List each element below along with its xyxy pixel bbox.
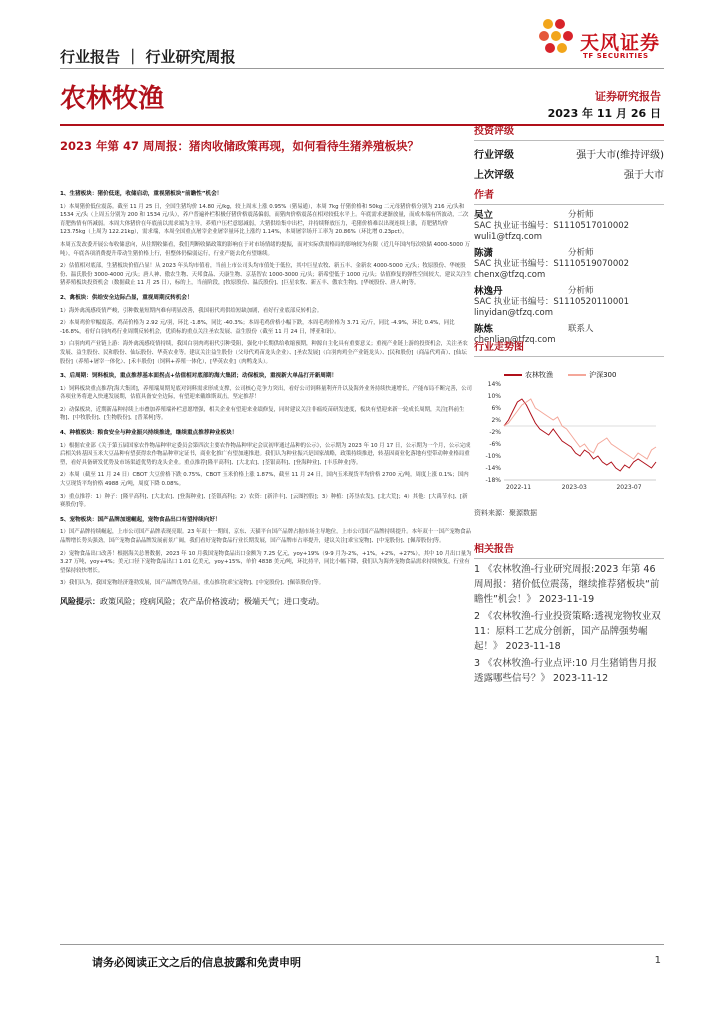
body-paragraph: 3）白羽肉鸡产业链上游：海外禽流感疫情持续，我国白羽肉鸡祖代引种受阻，强化中长期供给收缩预期，种源自主化具有重要意义；重视产业链上游的投资机会，关注圣农发展、益生股份、民和股份、仙坛股份、华英农业等。建议关注益生股份（父母代鸡苗龙头企业）、[圣农发展]（白羽肉鸡全产业链龙头）、[民和股份]（商品代鸡苗）、[仙坛股份]（养殖+屠宰一体化）、[禾丰股份]（饲料+养殖一体化），[华英农业]（肉鸭龙头）。 [60, 341, 468, 365]
risk-label: 风险提示： [60, 596, 100, 606]
chart-legend [474, 361, 664, 380]
body-paragraph: 3）我们认为，我国宠物经济蓬勃发展，国产品牌优势凸显，重点推荐[乖宝宠物]、[中宠股份]、[佩蒂股份]等。 [60, 580, 325, 587]
body-paragraph: 1）海外禽流感疫情严峻，引种数量短期内难有明显改善，我国祖代鸡供给短缺加剧，看好行业底部反转机会。 [60, 307, 323, 314]
authors-section [474, 186, 664, 346]
related-report-link[interactable]: 3 《农林牧渔-行业点评:10 月生猪销售月报透露哪些信号？》 2023-11-12 [474, 658, 657, 684]
sector-title: 农林牧渔 [60, 84, 165, 114]
body-paragraph: 2）宠物食品出口改善！根据海关总署数据，2023 年 10 月我国宠物食品出口金额为 7.25 亿元，yoy+19%（9-9 月为-2%，+1%，+2%，+27%），其中 10 月出口量为 3.27 万吨，yoy+4%；美元口径下宠物食品出口 1.01 亿美元，yoy+15%，单价 4838 美元/吨，环比持平，同比小幅下降，我们认为海外宠物食品需求持续恢复，行业有望保持较快增长。 [60, 550, 472, 574]
author-name: 陈潇 [474, 248, 494, 259]
y-tick-label: -2% [489, 429, 501, 436]
author-name: 林逸丹 [474, 286, 503, 297]
body-paragraph: 2）本周（截至 11 月 24 日）CBOT 大豆价格下跌 0.75%，CBOT 玉米价格上涨 1.87%，截至 11 月 24 日，国内玉米现货平均价格 2700 元/吨，周度上涨 0.1%；国内大豆现货平均价格 4988 元/吨，周度下降 0.08%。 [60, 472, 469, 488]
author-email[interactable]: chenlian@tfzq.com [474, 335, 556, 345]
risk-disclosure [60, 596, 472, 608]
author-license: SAC 执业证书编号：S1110519070002 [474, 259, 630, 269]
page-number: 1 [654, 955, 661, 966]
authors-heading: 作者 [474, 186, 664, 205]
footer-divider [60, 944, 664, 945]
rating-value: 强于大市(维持评级) [576, 150, 664, 161]
related-heading: 相关报告 [474, 540, 664, 559]
series-line-0 [504, 399, 656, 471]
report-type: 证券研究报告 [595, 90, 661, 103]
related-report-link[interactable]: 2 《农林牧渔-行业投资策略:透视宠物牧业双 11：原料工艺成分创新，国产品牌强势崛起！》 2023-11-18 [474, 611, 661, 652]
author-card [474, 210, 664, 243]
section-heading: 2、禽板块：供给安全边际凸显，重视周期反转机会！ [60, 294, 193, 301]
y-tick-label: -14% [485, 465, 501, 472]
author-license: SAC 执业证书编号：S1110517010002 [474, 221, 630, 231]
legend-swatch [504, 374, 522, 376]
body-paragraph: 3）重点推荐：1）种子：[隆平高科]、[大北农]、[登海种业]、[荃银高科]；2）农资：[新洋丰]、[云图控股]；3）种植：[苏垦农发]、[北大荒]；4）其他：[大禹节水]、[新赛股份]等。 [60, 493, 468, 509]
y-tick-label: 10% [487, 393, 501, 400]
author-role: 分析师 [568, 248, 594, 258]
section-heading: 3、后周期：饲料板块，重点推荐基本面拐点+估值相对底部的海大集团；动保板块，重视新大单品打开新周期！ [60, 373, 338, 380]
y-tick-label: -18% [485, 477, 501, 484]
rating-section [474, 122, 664, 181]
legend-swatch [568, 374, 586, 376]
x-tick-label: 2023-03 [561, 484, 587, 491]
y-tick-label: 2% [491, 417, 501, 424]
y-tick-label: 6% [491, 405, 501, 412]
legend-item-0 [504, 370, 553, 380]
y-tick-label: 14% [487, 381, 501, 388]
body-paragraph: 1）国产品牌持续崛起，上市公司国产品牌表现亮眼。23 年双十一期间，京东、天猫平台国产品牌占据市场主导地位，上市公司国产品牌持续提升。本年双十一国产宠物食品品牌增长势头强劲，国产宠物食品品牌发展前景广阔，我们看好宠物食品行业长期发展，国产品牌市占率提升，建议关注[乖宝宠物]、[中宠股份]、[佩蒂股份]等。 [60, 529, 471, 544]
author-role: 分析师 [568, 286, 594, 296]
rating-value: 强于大市 [624, 170, 664, 181]
legend-label: 沪深300 [589, 371, 617, 379]
chart-source: 资料来源：聚源数据 [474, 509, 537, 517]
author-email[interactable]: linyidan@tfzq.com [474, 308, 554, 318]
rating-key: 行业评级 [474, 150, 514, 161]
author-role: 分析师 [568, 210, 594, 220]
tf-logo-icon [536, 16, 576, 64]
trend-chart [474, 380, 664, 500]
body-paragraph: 1）本周猪价低位震荡。截至 11 月 25 日，全国生猪均价 14.80 元/kg，较上周末上涨 0.95%（猪易通），本周 7kg 仔猪价格和 50kg 二元母猪价格分别为 216 元/头和 1534 元/头（上周五分别为 200 和 1534 元/头），养户普遍补栏积极仔猪价格震荡偏弱，而猪肉价格震荡在相对较低水平上。年底需求逐渐放量，而成本端有所波动，二次育肥热情有所减弱。本周大体猪价在年底前以需求端为主导，养殖户压栏意愿减弱，大猪供给集中出栏，并持续释放压力，毛猪价格难以出现连续上涨，育肥猪均价 123.75kg（上周为 122.21kg），需求端，本周全国重点屠宰企业屠宰量环比上涨约 1.14%，本周屠宰场开工率为 20.86%（环比增 0.23pct）。 [60, 203, 469, 236]
report-title: 2023 年第 47 周周报：猪肉收储政策再现，如何看待生猪养殖板块？ [60, 139, 420, 153]
author-name: 吴立 [474, 210, 494, 221]
y-tick-label: -10% [485, 453, 501, 460]
legend-label: 农林牧渔 [525, 371, 553, 379]
section-heading: 4、种植板块：粮食安全与种业振兴持续推进，继续重点推荐种业板块！ [60, 430, 238, 437]
rating-heading: 投资评级 [474, 122, 664, 141]
author-email[interactable]: chenx@tfzq.com [474, 270, 546, 280]
author-card [474, 248, 664, 281]
trend-section [474, 338, 664, 518]
section-heading: 5、宠物板块：国产品牌加速崛起，宠物食品出口有望持续向好！ [60, 516, 221, 523]
body-paragraph: 1）饲料板块重点推荐[海大集团]，养殖端周期见底对饲料需求形成支撑，公司核心竞争力突出，看好公司饲料量利齐升以及海外业务持续快速增长，产能布局不断完善，公司各项业务将进入快速发展期，估值具备安全边际，有望迎来戴维斯双击，坚定推荐！ [60, 385, 472, 401]
report-date: 2023 年 11 月 26 日 [547, 107, 661, 120]
logo-text: 天风证券 [580, 32, 661, 54]
author-license: SAC 执业证书编号：S1110520110001 [474, 297, 630, 307]
main-body [60, 184, 472, 608]
header-divider [60, 68, 664, 69]
author-role: 联系人 [568, 324, 594, 334]
legend-item-1 [568, 370, 616, 380]
disclaimer-link[interactable]: 请务必阅读正文之后的信息披露和免责申明 [92, 956, 301, 969]
body-paragraph: 2）估值相对底部，生猪板块价值凸显！从 2023 年头均市值看，当前上市公司头均市值处于低位，其中巨星农牧、新五丰、金新农 4000-5000 元/头；牧原股份、华统股份、温氏股份 3000-4000 元/头；唐人神、傲农生物、天邦食品、天康生物、京基智农 1000-3000 元/头；新希望低于 1000 元/头；估值修复的弹性空间较大，建议关注生猪养殖板块投资机会（数据截止 11 月 25 日），标的上，当前阶段，[牧原股份、温氏股份]、[巨星农牧、新五丰、傲农生物]、[华统股份、唐人神]等。 [60, 263, 472, 287]
author-name: 陈炼 [474, 324, 494, 335]
x-tick-label: 2022-11 [506, 484, 532, 491]
y-tick-label: -6% [489, 441, 501, 448]
related-report-link[interactable]: 1 《农林牧渔-行业研究周报:2023 年第 46 周周报：猪价低位震荡，继续推荐猪板块“前瞻性”机会！》 2023-11-19 [474, 564, 660, 605]
related-section [474, 540, 664, 688]
body-paragraph: 本周五发改委开展公布收储意向，从往期收储看，我们判断收储政策的影响在于对市场情绪的提振，而对实际供需格局的影响较为有限（近几年国内每次收储 4000-5000 万吨），年底各项消费提升带动生猪价格上行，但整体仍偏弱运行，行业产能去化有望继续。 [60, 241, 471, 257]
author-email[interactable]: wuli1@tfzq.com [474, 232, 543, 242]
logo-text-en: TF SECURITIES [583, 52, 649, 60]
author-card [474, 286, 664, 319]
rating-row [474, 146, 664, 161]
rating-key: 上次评级 [474, 170, 514, 181]
body-paragraph: 1）根据农业部《关于第五届国家农作物品种审定委员会第四次主要农作物品种审定会议初审通过品种的公示》，公示期为 2023 年 10 月 17 日，公示期为一个月，公示完成后相关转基因玉米大豆品种有望获得农作物品种审定证书，商业化推广有望加速推进。我们认为种业振兴是国家战略，政策持续推进，转基因商业化落地有望带动种业格局重塑，看好具备研发优势及市场渠道优势的龙头企业。重点推荐[隆平高科]、[大北农]、[荃银高科]、[登海种业]、[丰乐种业]等。 [60, 442, 471, 466]
section-heading: 1、生猪板块：猪价低迷，收储启动，重视猪板块“前瞻性”机会！ [60, 191, 223, 197]
x-tick-label: 2023-07 [616, 484, 642, 491]
trend-heading: 行业走势图 [474, 338, 664, 357]
rating-row [474, 166, 664, 181]
risk-text: 政策风险；疫病风险；农产品价格波动；极端天气；进口变动。 [100, 596, 324, 606]
body-paragraph: 2）动保板块，近期新品种持续上市叠加养殖端补栏意愿增强，相关企业有望迎来业绩修复，同时建议关注非瘟疫苗研发进度，板块有望迎来新一轮成长周期，关注[科前生物]、[中牧股份]、[生物股份]、[普莱柯]等。 [60, 406, 465, 422]
body-paragraph: 2）本周鸡价窄幅震荡。鸡苗价格为 2.92 元/羽，环比 -1.8%，同比 -40.3%；本周毛鸡价格小幅下跌，本周毛鸡价格为 3.71 元/斤，同比 -4.9%，环比 0.4%，同比 -16.8%，看好白羽肉鸡行业周期反转机会，优质标的重点关注圣农发展、益生股份（截至 11 月 24 日，博亚和讯）。 [60, 320, 455, 335]
report-category: 行业报告 ｜ 行业研究周报 [60, 48, 236, 66]
series-line-1 [504, 399, 656, 459]
